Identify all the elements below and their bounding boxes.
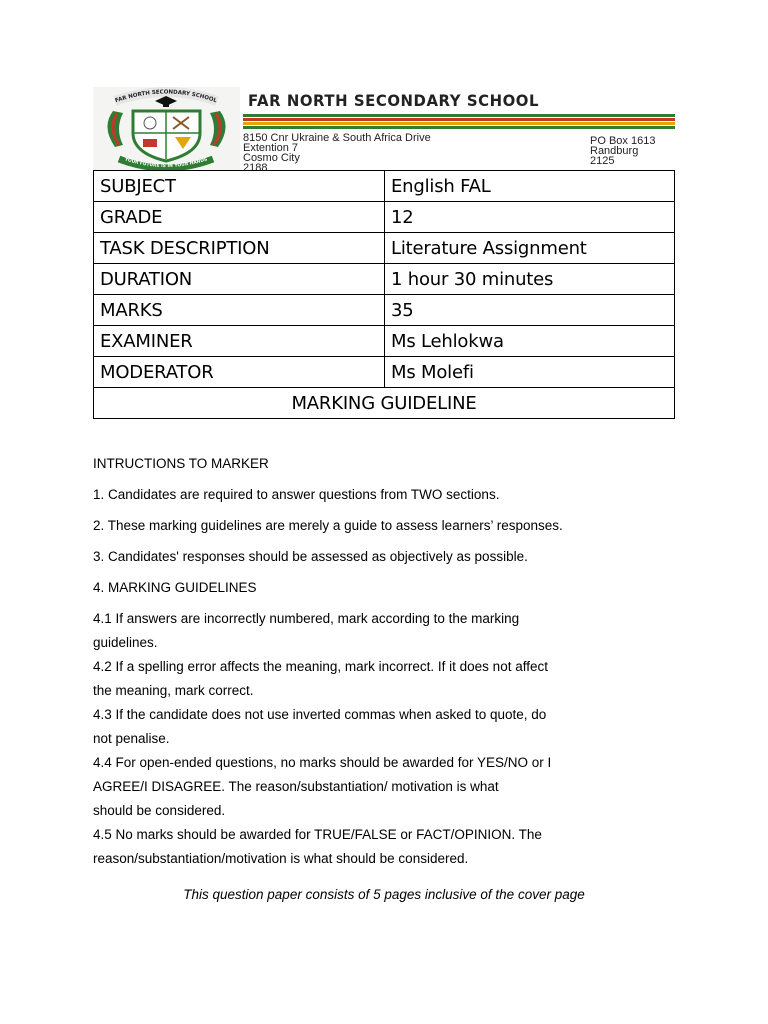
assessment-info-table xyxy=(93,170,675,419)
guideline-line: not penalise. xyxy=(93,731,170,746)
guideline-line: should be considered. xyxy=(93,803,226,818)
instruction-item: 1. Candidates are required to answer questions from TWO sections. xyxy=(93,487,500,502)
address-line: Cosmo City xyxy=(243,152,300,164)
row-label: MODERATOR xyxy=(94,357,385,388)
table-row xyxy=(94,326,675,357)
row-label: DURATION xyxy=(94,264,385,295)
svg-text:YOUR FUTURE IS IN YOUR HANDS: YOUR FUTURE IS IN YOUR HANDS xyxy=(123,157,209,170)
guideline-line: AGREE/I DISAGREE. The reason/substantiation/ motivation is what xyxy=(93,779,499,794)
school-name: FAR NORTH SECONDARY SCHOOL xyxy=(248,91,540,110)
guideline-line: 4.4 For open-ended questions, no marks should be awarded for YES/NO or I xyxy=(93,755,552,770)
table-row xyxy=(94,264,675,295)
table-row xyxy=(94,202,675,233)
guideline-4-5 xyxy=(93,823,613,871)
letterhead-stripes xyxy=(243,114,675,130)
row-value: 12 xyxy=(385,202,675,233)
table-row xyxy=(94,171,675,202)
row-value: Ms Molefi xyxy=(385,357,675,388)
page-count-note: This question paper consists of 5 pages inclusive of the cover page xyxy=(183,887,585,902)
address-line: 2125 xyxy=(590,155,615,167)
svg-text:FAR NORTH SECONDARY SCHOOL: FAR NORTH SECONDARY SCHOOL xyxy=(114,89,218,105)
school-postal-address xyxy=(590,136,655,166)
row-value: English FAL xyxy=(385,171,675,202)
guideline-line: the meaning, mark correct. xyxy=(93,683,254,698)
school-crest-logo xyxy=(93,87,240,170)
address-line: 2188 xyxy=(243,162,268,174)
row-label: EXAMINER xyxy=(94,326,385,357)
guideline-4-3 xyxy=(93,703,613,751)
address-line: Randburg xyxy=(590,145,639,157)
guideline-4-1 xyxy=(93,607,613,655)
row-value: 1 hour 30 minutes xyxy=(385,264,675,295)
address-line: Extention 7 xyxy=(243,142,299,154)
row-value: 35 xyxy=(385,295,675,326)
address-line: 8150 Cnr Ukraine & South Africa Drive xyxy=(243,132,431,144)
row-label: TASK DESCRIPTION xyxy=(94,233,385,264)
instruction-item: 3. Candidates' responses should be assessed as objectively as possible. xyxy=(93,549,528,564)
table-row xyxy=(94,388,675,419)
guideline-line: reason/substantiation/motivation is what should be considered. xyxy=(93,851,469,866)
address-line: PO Box 1613 xyxy=(590,135,656,147)
guideline-line: 4.3 If the candidate does not use inverted commas when asked to quote, do xyxy=(93,707,547,722)
school-street-address xyxy=(243,133,431,173)
marking-guideline-heading: MARKING GUIDELINE xyxy=(94,388,675,419)
guideline-4-4 xyxy=(93,751,613,823)
table-row xyxy=(94,233,675,264)
row-label: SUBJECT xyxy=(94,171,385,202)
row-value: Literature Assignment xyxy=(385,233,675,264)
guideline-line: 4.1 If answers are incorrectly numbered, mark according to the marking xyxy=(93,611,520,626)
instructions-heading: INTRUCTIONS TO MARKER xyxy=(93,456,269,471)
guideline-line: 4.5 No marks should be awarded for TRUE/FALSE or FACT/OPINION. The xyxy=(93,827,542,842)
instruction-item: 2. These marking guidelines are merely a guide to assess learners’ responses. xyxy=(93,518,563,533)
guideline-line: guidelines. xyxy=(93,635,158,650)
table-row xyxy=(94,295,675,326)
guideline-line: 4.2 If a spelling error affects the meaning, mark incorrect. If it does not affect xyxy=(93,659,548,674)
instruction-item: 4. MARKING GUIDELINES xyxy=(93,580,257,595)
row-label: GRADE xyxy=(94,202,385,233)
guideline-4-2 xyxy=(93,655,613,703)
table-row xyxy=(94,357,675,388)
row-label: MARKS xyxy=(94,295,385,326)
row-value: Ms Lehlokwa xyxy=(385,326,675,357)
instructions-section xyxy=(93,452,613,871)
